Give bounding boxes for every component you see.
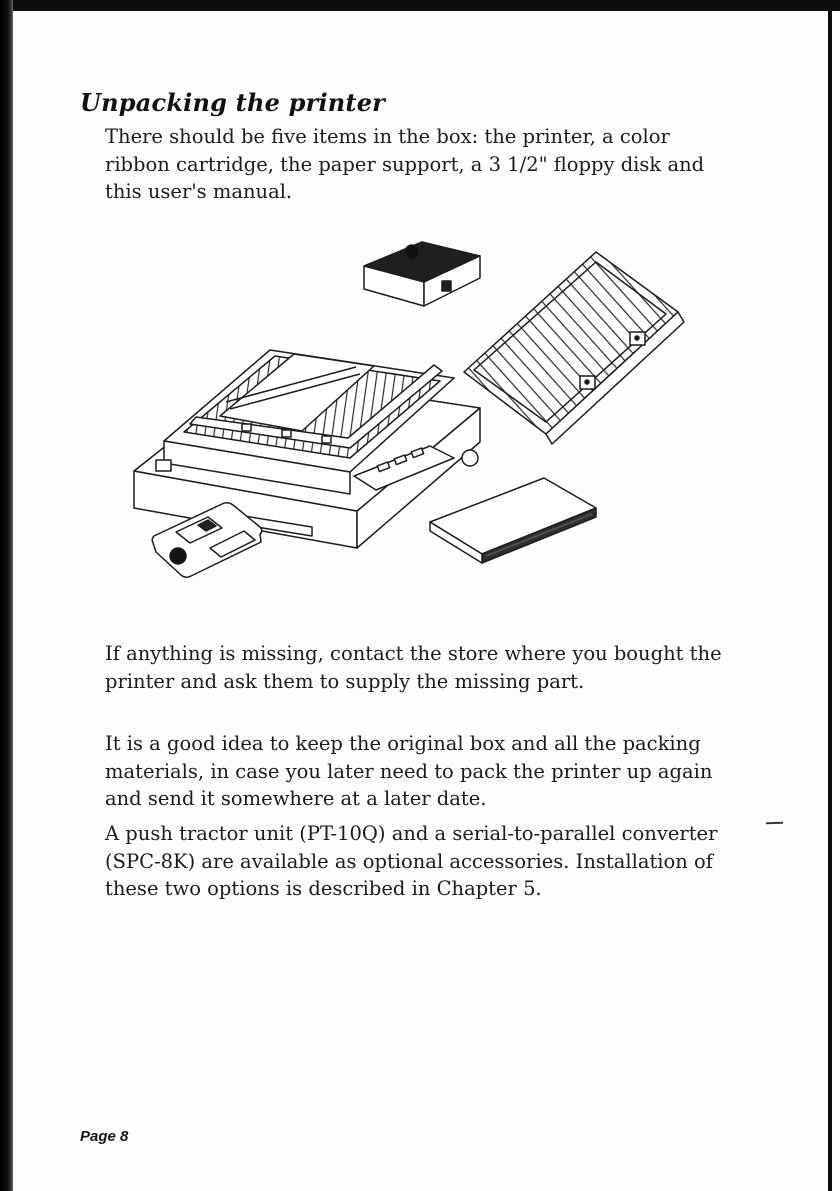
unpacking-illustration	[112, 226, 692, 618]
intro-paragraph: There should be five items in the box: the printer, a color ribbon cartridge, the paper support, a 3 1/2" floppy disk and this user's manual.	[105, 125, 705, 203]
scan-artifact-left-bar	[0, 0, 13, 1191]
manual-drawing	[430, 478, 596, 563]
scan-artifact-top-bar	[0, 0, 840, 11]
unpacking-illustration-svg	[112, 226, 692, 618]
section-heading: Unpacking the printer	[80, 88, 386, 117]
keep-box-paragraph: It is a good idea to keep the original box and all the packing materials, in case you later need to pack the printer up again and send it somewhere at a later date.	[105, 732, 713, 810]
page-number: Page 8	[80, 1128, 129, 1145]
printer-drawing	[134, 350, 480, 548]
margin-pen-mark	[766, 822, 783, 825]
paper-support-drawing	[464, 252, 684, 444]
ribbon-cartridge-drawing	[364, 242, 480, 306]
missing-part-paragraph: If anything is missing, contact the store where you bought the printer and ask them to supply the missing part.	[105, 642, 722, 693]
scan-artifact-right-line	[828, 7, 832, 1191]
optional-accessories-paragraph: A push tractor unit (PT-10Q) and a serial-to-parallel converter (SPC-8K) are available as optional accessories. Installation of these two options is described in Chapter 5.	[105, 822, 718, 900]
